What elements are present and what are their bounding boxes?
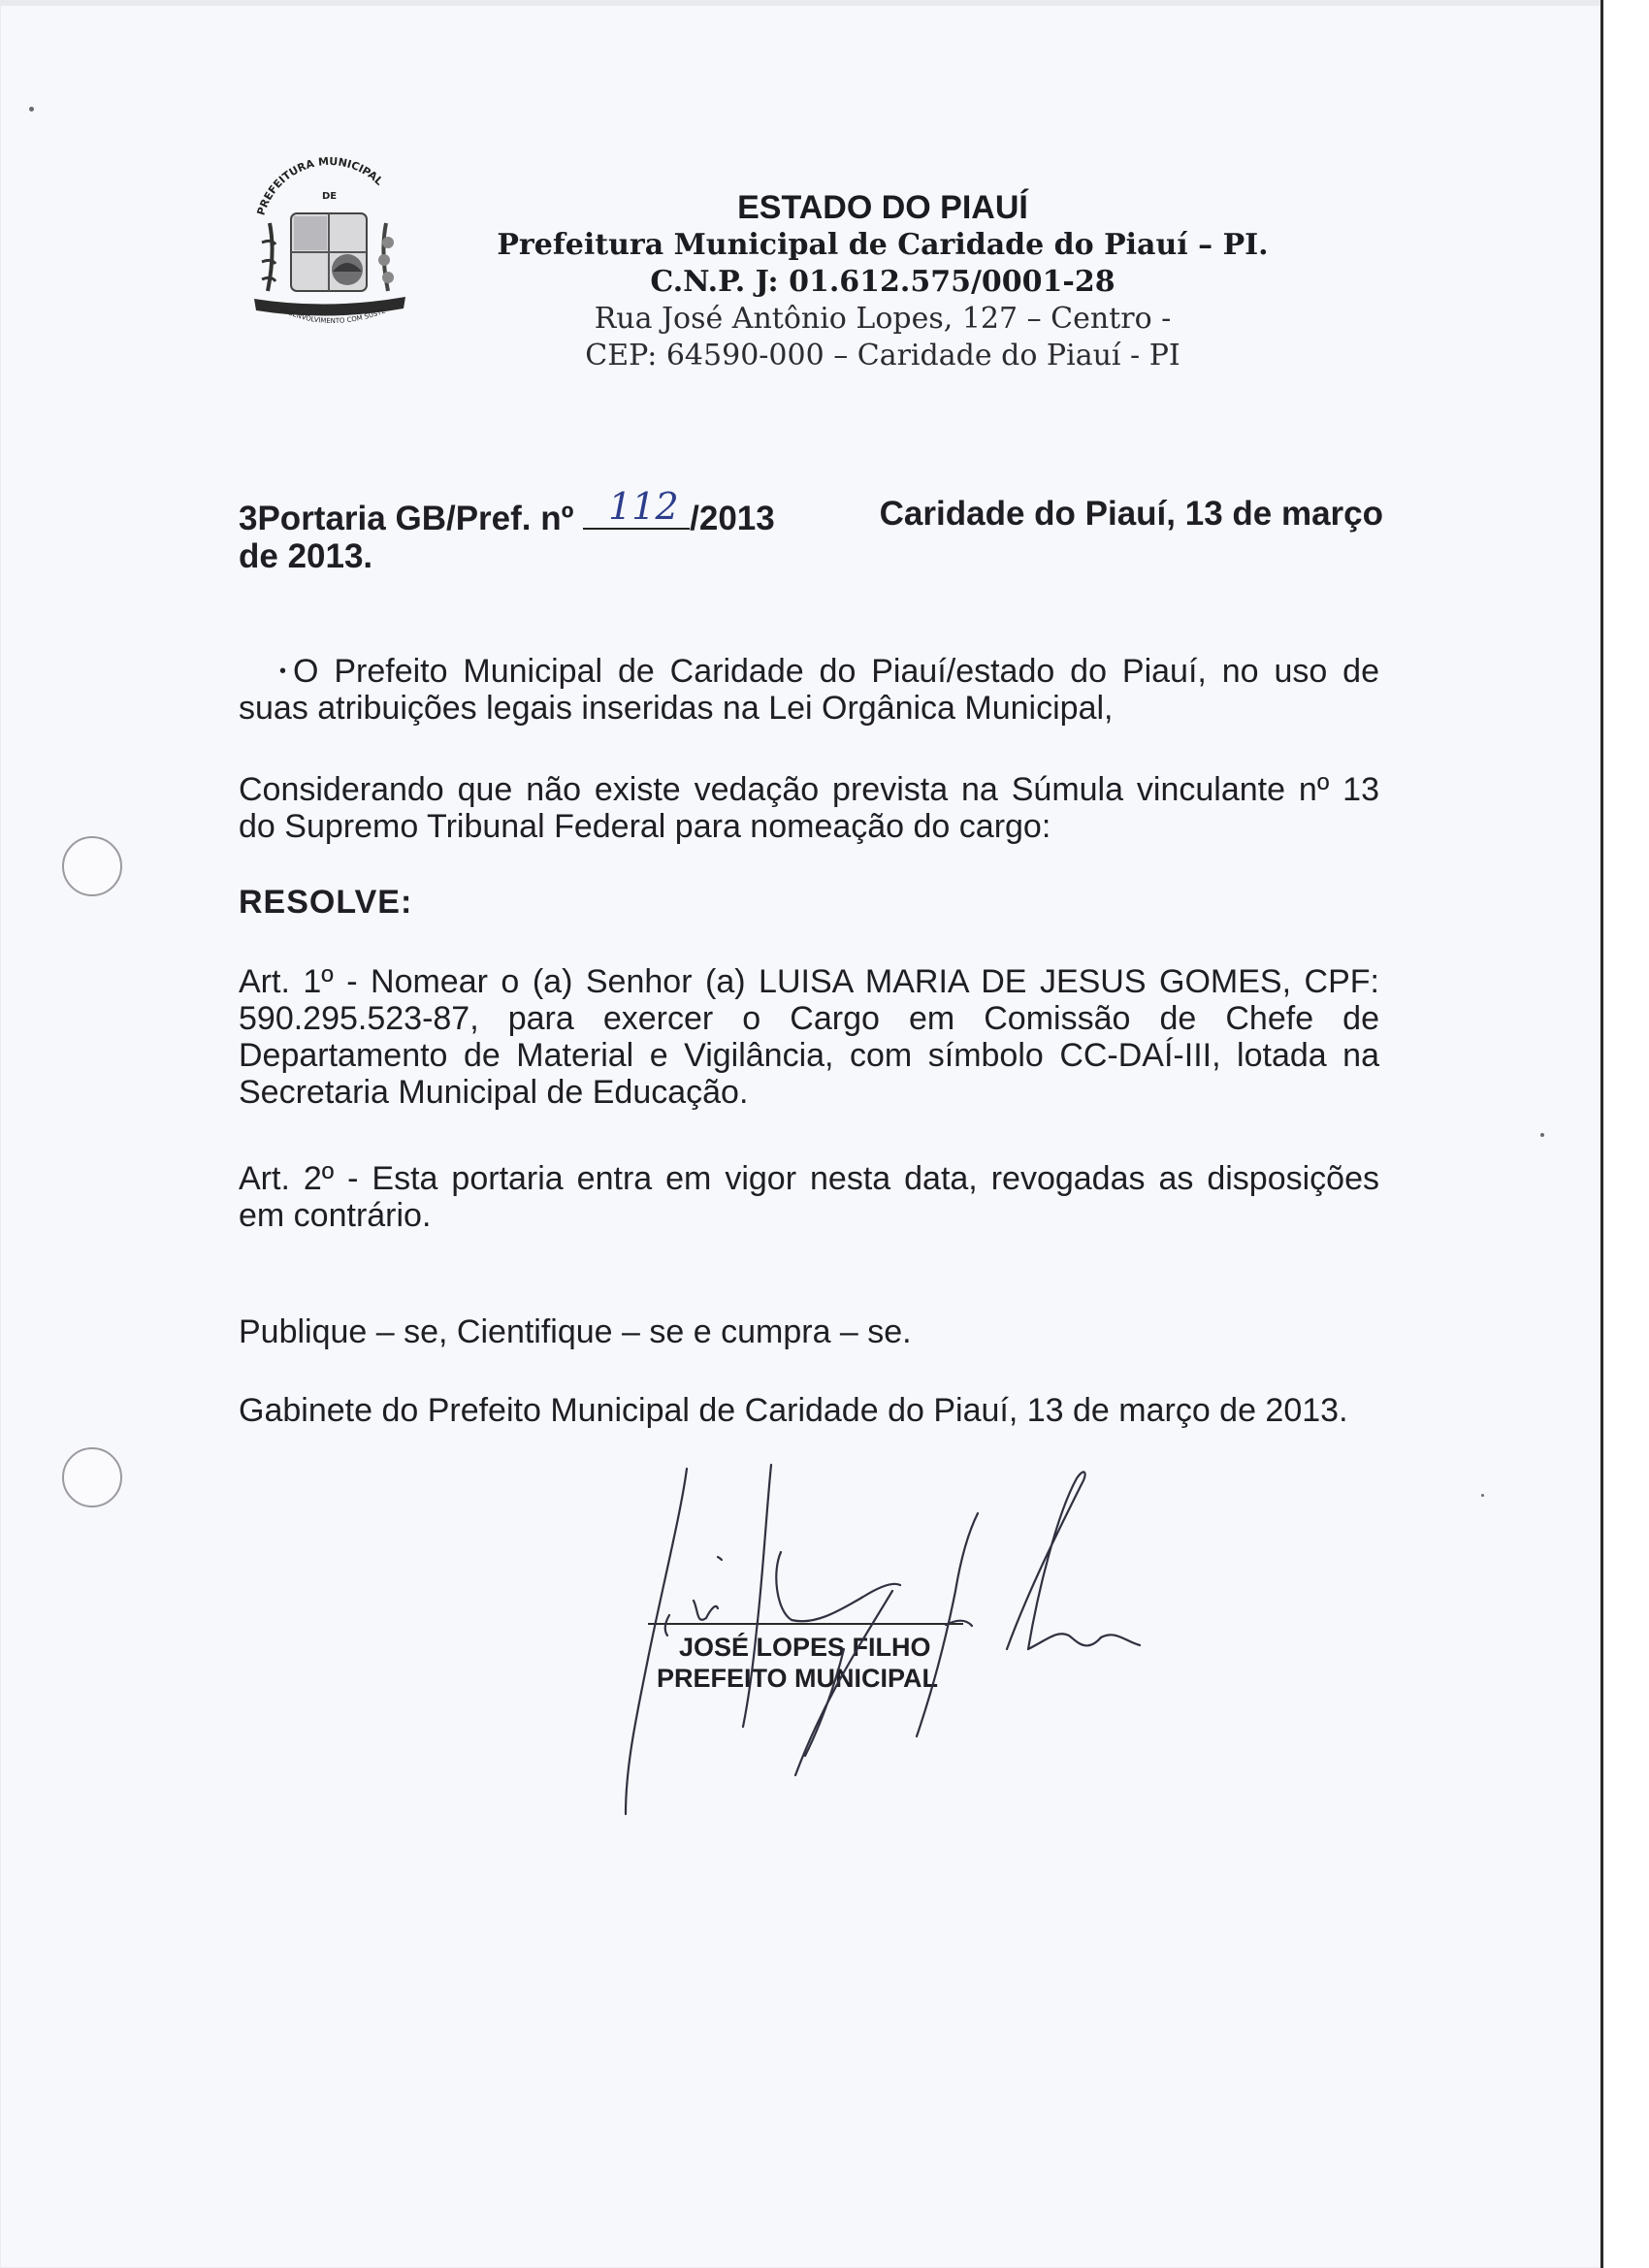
letterhead	[456, 188, 1310, 374]
signatory-name: JOSÉ LOPES FILHO	[679, 1633, 931, 1662]
signatory-title: PREFEITO MUNICIPAL	[657, 1664, 939, 1693]
scan-edge	[0, 0, 1600, 6]
article-2: Art. 2º - Esta portaria entra em vigor nesta data, revogadas as disposições em contrário.	[239, 1160, 1379, 1234]
portaria-number-line	[239, 485, 775, 540]
portaria-year: /2013	[690, 500, 775, 537]
cabinet-line: Gabinete do Prefeito Municipal de Caridade do Piauí, 13 de março de 2013.	[239, 1392, 1348, 1429]
portaria-prefix: 3Portaria GB/Pref. nº	[239, 500, 574, 537]
portaria-number-field	[583, 485, 690, 530]
handwritten-signature	[572, 1455, 1251, 1843]
scan-speck	[1481, 1494, 1484, 1497]
seal-bottom-text: DESENVOLVIMENTO COM SUSTE	[278, 305, 387, 326]
intro-paragraph	[239, 653, 1379, 727]
cep-line: CEP: 64590-000 – Caridade do Piauí - PI	[585, 339, 1180, 373]
prefeitura-heading: Prefeitura Municipal de Caridade do Piauí – PI.	[497, 228, 1269, 262]
address-line: Rua José Antônio Lopes, 127 – Centro -	[594, 302, 1172, 336]
signature-block	[572, 1455, 1251, 1843]
scan-speck	[29, 107, 34, 112]
scan-speck	[1540, 1133, 1544, 1137]
punch-hole	[62, 836, 122, 896]
place-date: Caridade do Piauí, 13 de março	[879, 495, 1383, 533]
article-1: Art. 1º - Nomear o (a) Senhor (a) LUISA MARIA DE JESUS GOMES, CPF: 590.295.523-87, para exercer o Cargo em Comissão de Chefe de Departamento de Material e Vigilância, com símbolo CC-DAÍ-III, lotada na Secretaria Municipal de Educação.	[239, 963, 1379, 1111]
state-heading: ESTADO DO PIAUÍ	[737, 189, 1028, 226]
publish-line: Publique – se, Cientifique – se e cumpra – se.	[239, 1313, 912, 1350]
seal-de-text: DE	[322, 191, 338, 202]
bullet-dot: •	[279, 661, 287, 682]
place-date-year: de 2013.	[239, 537, 373, 575]
municipal-seal-logo	[241, 155, 415, 349]
seal-top-text: PREFEITURA MUNICIPAL	[254, 155, 386, 217]
resolve-heading: RESOLVE:	[239, 884, 413, 921]
municipal-seal-icon	[241, 155, 415, 349]
svg-text:PREFEITURA MUNICIPAL	[255, 155, 386, 217]
considering-paragraph: Considerando que não existe vedação prevista na Súmula vinculante nº 13 do Supremo Tribunal Federal para nomeação do cargo:	[239, 771, 1379, 845]
cnpj-line: C.N.P. J: 01.612.575/0001-28	[650, 265, 1116, 299]
intro-text: O Prefeito Municipal de Caridade do Piauí/estado do Piauí, no uso de suas atribuições legais inseridas na Lei Orgânica Municipal,	[239, 653, 1379, 727]
punch-hole	[62, 1447, 122, 1507]
handwritten-number: 112	[608, 485, 679, 528]
